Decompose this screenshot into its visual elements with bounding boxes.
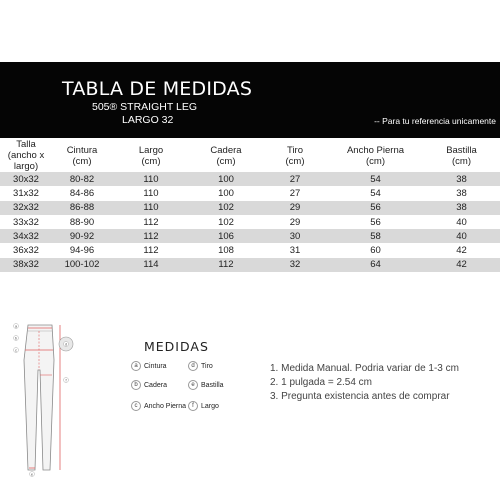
legend-item-tiro (188, 361, 213, 371)
legend-badge: b (131, 380, 141, 390)
table-cell: 112 (112, 229, 190, 243)
table-row (0, 201, 500, 215)
header-largo (112, 139, 190, 172)
table-cell: 42 (423, 258, 500, 272)
table-cell: 64 (328, 258, 423, 272)
header-label: Talla (16, 139, 36, 150)
legend-label: Ancho Pierna (144, 402, 187, 410)
table-row (0, 186, 500, 200)
header-unit: (cm) (285, 155, 305, 167)
header-cadera (190, 139, 262, 172)
header-unit: (cm) (141, 155, 161, 167)
table-cell: 30x32 (0, 172, 52, 186)
table-cell: 30 (262, 229, 328, 243)
header-cintura (52, 139, 112, 172)
legend-badge: a (131, 361, 141, 371)
header-tiro (262, 139, 328, 172)
table-row (0, 215, 500, 229)
table-cell: 112 (190, 258, 262, 272)
diagram-badge-text: a (14, 323, 18, 329)
table-cell: 27 (262, 186, 328, 200)
legend-badge: f (188, 401, 198, 411)
product-model: 505® STRAIGHT LEG (92, 101, 197, 113)
table-cell: 56 (328, 201, 423, 215)
note-item: 3. Pregunta existencia antes de comprar (270, 391, 450, 402)
legend-label: Cadera (144, 381, 167, 389)
legend-label: Tiro (201, 362, 213, 370)
table-cell: 94-96 (52, 243, 112, 257)
size-table (0, 139, 500, 272)
header-label: Cintura (66, 144, 98, 156)
table-cell: 110 (112, 172, 190, 186)
diagram-badge-text: b (14, 335, 18, 341)
table-cell: 29 (262, 215, 328, 229)
table-cell: 29 (262, 201, 328, 215)
table-cell: 114 (112, 258, 190, 272)
table-cell: 36x32 (0, 243, 52, 257)
table-cell: 90-92 (52, 229, 112, 243)
table-cell: 102 (190, 201, 262, 215)
notes-list (270, 362, 459, 404)
table-cell: 112 (112, 215, 190, 229)
table-cell: 100 (190, 186, 262, 200)
header-label: Ancho Pierna (346, 144, 405, 156)
medidas-title: MEDIDAS (144, 339, 209, 354)
table-cell: 58 (328, 229, 423, 243)
table-row (0, 229, 500, 243)
table-cell: 110 (112, 186, 190, 200)
table-cell: 54 (328, 186, 423, 200)
table-cell: 38 (423, 172, 500, 186)
table-cell: 86-88 (52, 201, 112, 215)
table-cell: 42 (423, 243, 500, 257)
table-cell: 38 (423, 186, 500, 200)
header-label: Bastilla (446, 144, 477, 156)
table-cell: 106 (190, 229, 262, 243)
legend-item-bastilla (188, 380, 224, 390)
legend-item-cintura (131, 361, 167, 371)
note-item: 2. 1 pulgada = 2.54 cm (270, 377, 373, 388)
header-unit: (cm) (216, 155, 236, 167)
table-cell: 32x32 (0, 201, 52, 215)
table-cell: 60 (328, 243, 423, 257)
table-cell: 56 (328, 215, 423, 229)
diagram-badge-text: d (64, 341, 68, 347)
legend-item-ancho-pierna (131, 401, 186, 411)
table-row (0, 243, 500, 257)
table-cell: 88-90 (52, 215, 112, 229)
header-bastilla (423, 139, 500, 172)
table-cell: 33x32 (0, 215, 52, 229)
table-cell: 84-86 (52, 186, 112, 200)
header-label: Tiro (286, 144, 303, 156)
table-cell: 102 (190, 215, 262, 229)
legend-item-largo (188, 401, 219, 411)
table-row (0, 172, 500, 186)
legend-badge: d (188, 361, 198, 371)
header-talla (0, 139, 52, 172)
table-header-row (0, 139, 500, 172)
table-cell: 27 (262, 172, 328, 186)
table-cell: 112 (112, 243, 190, 257)
diagram-badge-text: e (30, 471, 34, 477)
table-cell: 38 (423, 201, 500, 215)
legend-badge: e (188, 380, 198, 390)
reference-note: -- Para tu referencia unicamente (374, 116, 496, 126)
legend-badge: c (131, 401, 141, 411)
product-length: LARGO 32 (122, 114, 174, 126)
diagram-badge-text: c (15, 347, 17, 353)
table-cell: 32 (262, 258, 328, 272)
legend-label: Largo (201, 402, 219, 410)
table-cell: 108 (190, 243, 262, 257)
header-label: Largo (138, 144, 164, 156)
table-row (0, 258, 500, 272)
legend-label: Cintura (144, 362, 167, 370)
legend-item-cadera (131, 380, 167, 390)
table-cell: 31x32 (0, 186, 52, 200)
pants-diagram (10, 320, 80, 480)
legend-label: Bastilla (201, 381, 224, 389)
header-unit: (cm) (366, 155, 385, 167)
table-cell: 40 (423, 229, 500, 243)
header-label: Cadera (210, 144, 242, 156)
header-unit: (ancho x largo) (7, 150, 45, 172)
header-unit: (cm) (72, 155, 92, 167)
table-cell: 100 (190, 172, 262, 186)
table-cell: 54 (328, 172, 423, 186)
table-cell: 110 (112, 201, 190, 215)
header-unit: (cm) (452, 155, 471, 167)
table-cell: 100-102 (52, 258, 112, 272)
table-cell: 34x32 (0, 229, 52, 243)
table-cell: 80-82 (52, 172, 112, 186)
header-ancho-pierna (328, 139, 423, 172)
note-item: 1. Medida Manual. Podria variar de 1-3 cm (270, 363, 459, 374)
header-banner (0, 62, 500, 138)
table-cell: 40 (423, 215, 500, 229)
table-cell: 31 (262, 243, 328, 257)
diagram-badge-text: f (65, 377, 67, 383)
page-title: TABLA DE MEDIDAS (62, 78, 253, 100)
table-cell: 38x32 (0, 258, 52, 272)
